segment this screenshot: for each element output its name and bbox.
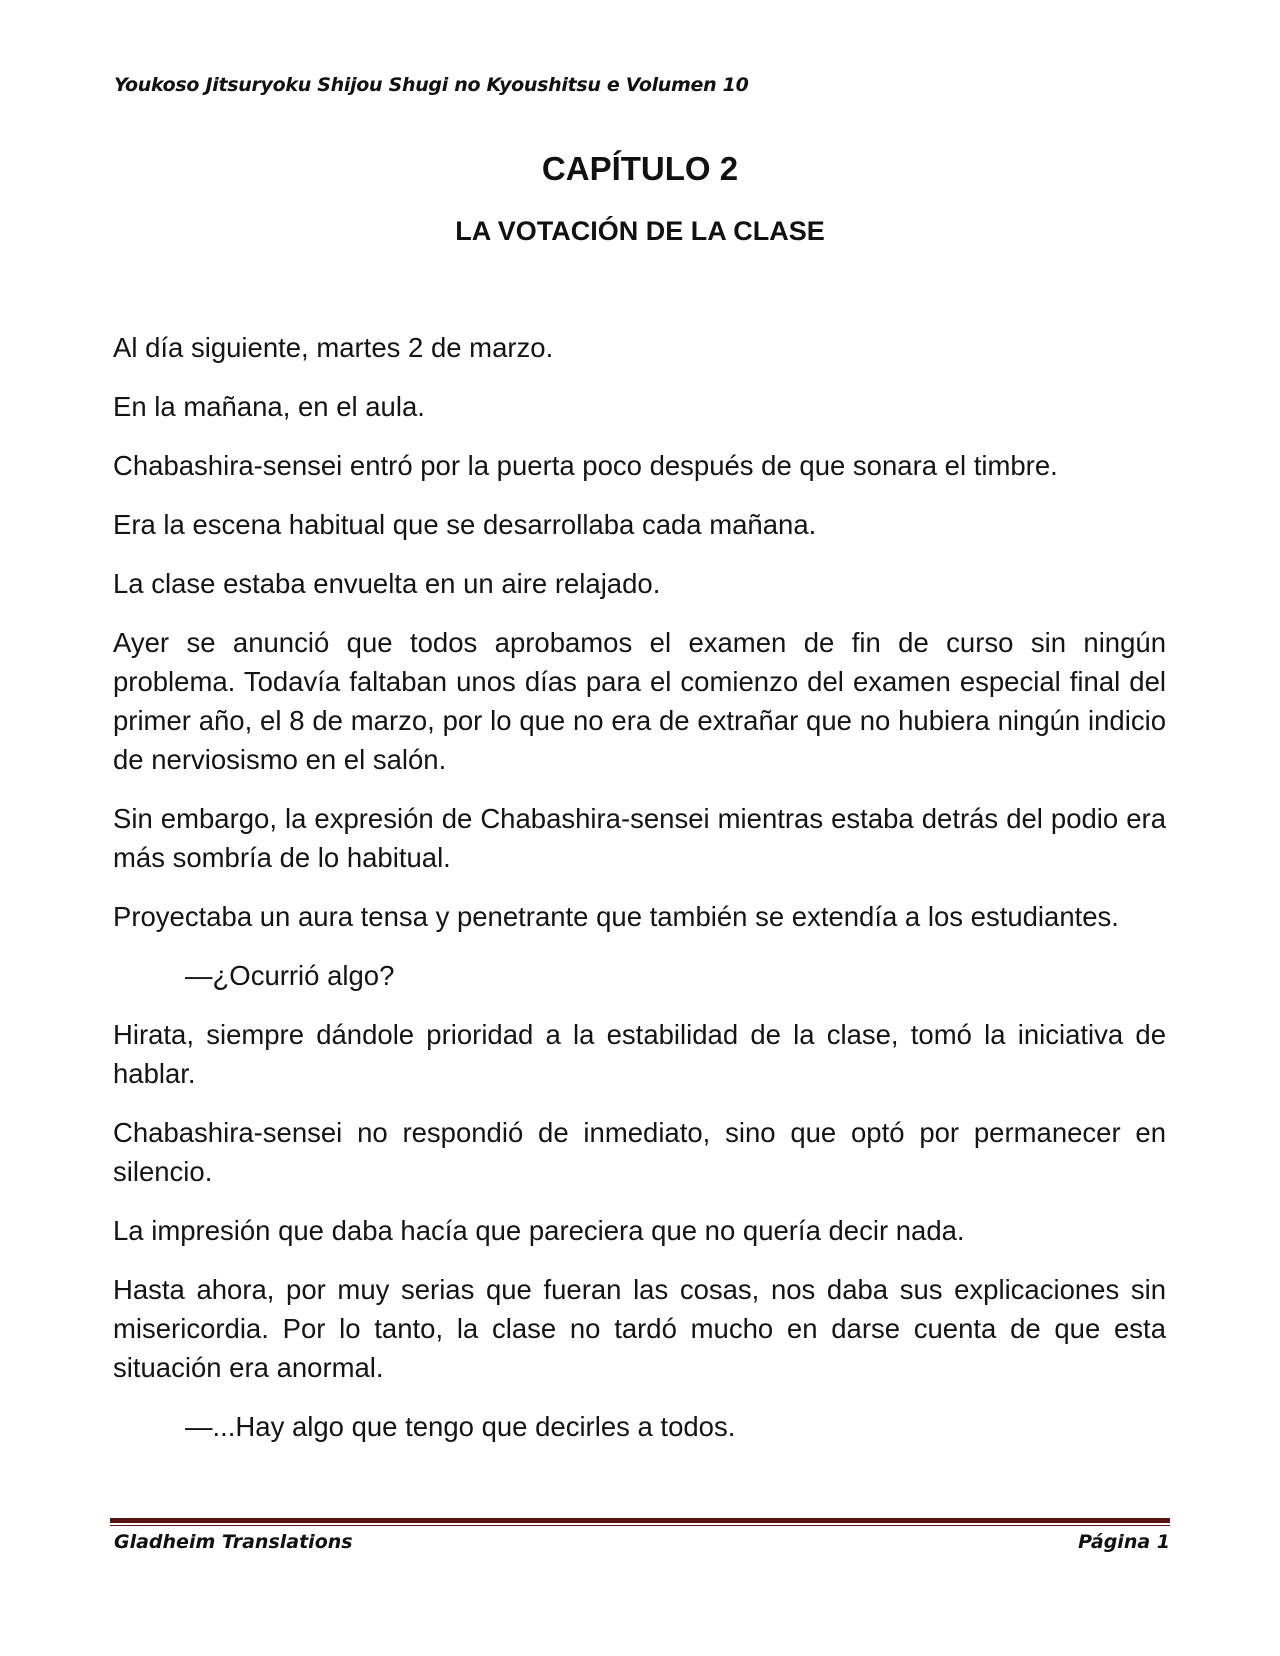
paragraph: Hasta ahora, por muy serias que fueran las cosas, nos daba sus explicaciones sin misericordia. Por lo tanto, la clase no tardó mucho en darse cuenta de que esta situación era anormal. [113, 1274, 1166, 1383]
chapter-title: LA VOTACIÓN DE LA CLASE [455, 216, 825, 246]
paragraph: Era la escena habitual que se desarrollaba cada mañana. [113, 509, 817, 540]
paragraph: Proyectaba un aura tensa y penetrante que también se extendía a los estudiantes. [113, 901, 1119, 932]
chapter-body [113, 328, 1166, 1466]
dialogue-line: —...Hay algo que tengo que decirles a todos. [185, 1411, 736, 1442]
running-header-title: Youkoso Jitsuryoku Shijou Shugi no Kyoushitsu e Volumen 10 [114, 74, 749, 96]
footer-publisher: Gladheim Translations [114, 1531, 353, 1553]
paragraph: Hirata, siempre dándole prioridad a la estabilidad de la clase, tomó la iniciativa de hablar. [113, 1019, 1166, 1089]
paragraph: Sin embargo, la expresión de Chabashira-sensei mientras estaba detrás del podio era más sombría de lo habitual. [113, 803, 1166, 873]
dialogue-line: —¿Ocurrió algo? [185, 960, 395, 991]
paragraph: Ayer se anunció que todos aprobamos el examen de fin de curso sin ningún problema. Todavía faltaban unos días para el comienzo del examen especial final del primer año, el 8 de marzo, por lo que no era de extrañar que no hubiera ningún indicio de nerviosismo en el salón. [113, 627, 1166, 775]
footer-divider [110, 1518, 1170, 1526]
chapter-number: CAPÍTULO 2 [541, 150, 739, 187]
paragraph: Chabashira-sensei no respondió de inmediato, sino que optó por permanecer en silencio. [113, 1117, 1166, 1187]
footer-page-number: Página 1 [1078, 1531, 1170, 1553]
paragraph: En la mañana, en el aula. [113, 391, 425, 422]
paragraph: La impresión que daba hacía que pareciera que no quería decir nada. [113, 1215, 965, 1246]
paragraph: Chabashira-sensei entró por la puerta poco después de que sonara el timbre. [113, 450, 1058, 481]
paragraph: La clase estaba envuelta en un aire relajado. [113, 568, 661, 599]
paragraph: Al día siguiente, martes 2 de marzo. [113, 332, 554, 363]
